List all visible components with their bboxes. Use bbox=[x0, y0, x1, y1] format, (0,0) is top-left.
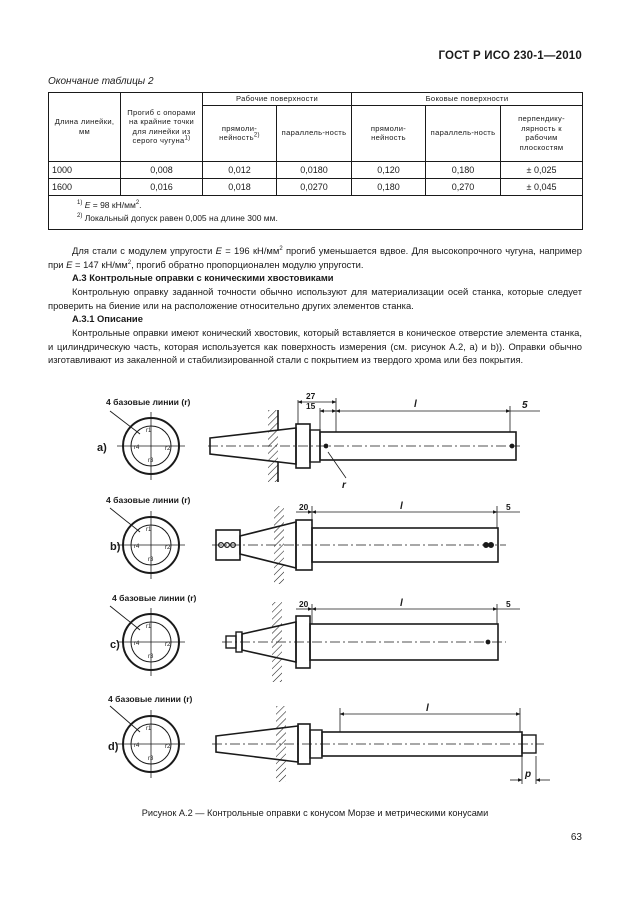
mark-r3: r3 bbox=[148, 557, 154, 563]
table-notes bbox=[49, 195, 583, 229]
mark-r1: r1 bbox=[146, 428, 152, 434]
group-side-header: Боковые поверхности bbox=[352, 93, 583, 106]
mark-r4: r4 bbox=[134, 641, 140, 647]
dim-l-b: l bbox=[400, 501, 403, 512]
figure-a2 bbox=[0, 388, 630, 808]
paragraph-a31: Контрольные оправки имеют конический хвостовик, который вставляется в коническое отверстие элемента станка, и цилиндрическую часть, которая используется как поверхность измерения (см. рисунок А.2, а) и b)). Оправки обычно изготавливают из закаленной и стабилизированной стали с покрытием из твердого хрома или без покрытия. bbox=[48, 327, 582, 365]
col-straight-side: прямоли-нейность bbox=[352, 105, 426, 161]
paragraph-a3: Контрольную оправку заданной точности обычно используют для материализации осей станка, которые следует проверить на биение или на расположение относительно других элементов станка. bbox=[48, 286, 582, 311]
dim-l-d: l bbox=[426, 703, 429, 714]
table-caption: Окончание таблицы 2 bbox=[48, 76, 154, 87]
col-sag-header: Прогиб с опорами на крайние точки для линейки из серого чугуна$^{1)}$ bbox=[121, 93, 203, 162]
running-header: ГОСТ Р ИСО 230-1—2010 bbox=[438, 50, 582, 62]
col-parallel-working: параллель-ность bbox=[277, 105, 352, 161]
mark-r4: r4 bbox=[134, 445, 140, 451]
ref-lines-label-d: 4 базовые линии (r) bbox=[108, 694, 193, 704]
dim-20-b: 20 bbox=[299, 502, 309, 512]
label-d: d) bbox=[108, 741, 119, 753]
dim-20-c: 20 bbox=[299, 599, 309, 609]
circle-view-c bbox=[110, 606, 185, 676]
mark-r4: r4 bbox=[134, 544, 140, 550]
circle-view-b bbox=[110, 508, 185, 579]
col-perpendicularity: перпендику-лярность к рабочим плоскостям bbox=[501, 105, 583, 161]
mark-r1: r1 bbox=[146, 527, 152, 533]
mark-r3: r3 bbox=[148, 756, 154, 762]
dim-l-c: l bbox=[400, 598, 403, 609]
paragraph-modulus: Для стали с модулем упругости E = 196 $кН/мм^2$ прогиб уменьшается вдвое. Для высокопрочного чугуна, например при E = 147 $кН/мм^2$, прогиб обратно пропорционален модулю упругости. bbox=[48, 245, 582, 270]
circle-view-d bbox=[110, 706, 185, 778]
dim-p-d: p bbox=[525, 769, 532, 780]
col-parallel-side: параллель-ность bbox=[426, 105, 501, 161]
table-row: 1000 0,008 0,012 0,0180 0,120 0,180 ± 0,025 bbox=[49, 161, 583, 178]
mandrel-a bbox=[208, 398, 540, 482]
heading-a31: А.3.1 Описание bbox=[72, 313, 143, 324]
dim-15: 15 bbox=[306, 401, 316, 411]
mark-r2: r2 bbox=[165, 744, 171, 750]
group-working-header: Рабочие поверхности bbox=[203, 93, 352, 106]
circle-view-a bbox=[110, 411, 185, 480]
dim-27: 27 bbox=[306, 391, 316, 401]
mark-r2: r2 bbox=[165, 642, 171, 648]
label-c: c) bbox=[110, 639, 120, 651]
tolerance-table bbox=[48, 92, 583, 230]
dim-l-a: l bbox=[414, 399, 417, 410]
col-length-header: Длина линейки, мм bbox=[49, 93, 121, 162]
figure-caption: Рисунок А.2 — Контрольные оправки с конусом Морзе и метрическими конусами bbox=[141, 808, 489, 818]
ref-lines-label-b: 4 базовые линии (r) bbox=[106, 495, 191, 505]
heading-a3: А.3 Контрольные оправки с коническими хвостовиками bbox=[72, 272, 334, 283]
mandrel-c bbox=[222, 602, 520, 682]
mandrel-b bbox=[212, 506, 520, 584]
mark-r1: r1 bbox=[146, 726, 152, 732]
page-number: 63 bbox=[570, 832, 582, 843]
ref-lines-label-a: 4 базовые линии (r) bbox=[106, 397, 191, 407]
label-a: a) bbox=[97, 442, 107, 454]
footnote-1: $^{1)}$ E = 98 $кН/мм^2$. bbox=[77, 199, 142, 210]
label-b: b) bbox=[110, 541, 121, 553]
mark-r1: r1 bbox=[146, 624, 152, 630]
mark-r2: r2 bbox=[165, 545, 171, 551]
dim-r-a: r bbox=[342, 480, 346, 491]
mark-r3: r3 bbox=[148, 654, 154, 660]
mark-r4: r4 bbox=[134, 743, 140, 749]
ref-lines-label-c: 4 базовые линии (r) bbox=[112, 593, 197, 603]
mark-r2: r2 bbox=[165, 446, 171, 452]
dim-5-b: 5 bbox=[506, 502, 511, 512]
table-row: 1600 0,016 0,018 0,0270 0,180 0,270 ± 0,045 bbox=[49, 178, 583, 195]
mandrel-d bbox=[212, 706, 550, 784]
footnote-2: $^{2)}$ Локальный допуск равен 0,005 на длине 300 мм. bbox=[77, 212, 278, 223]
col-straight-working: прямоли-нейность$^{2)}$ bbox=[203, 105, 277, 161]
dim-5-c: 5 bbox=[506, 599, 511, 609]
mark-r3: r3 bbox=[148, 458, 154, 464]
dim-5-a: 5 bbox=[522, 400, 528, 411]
